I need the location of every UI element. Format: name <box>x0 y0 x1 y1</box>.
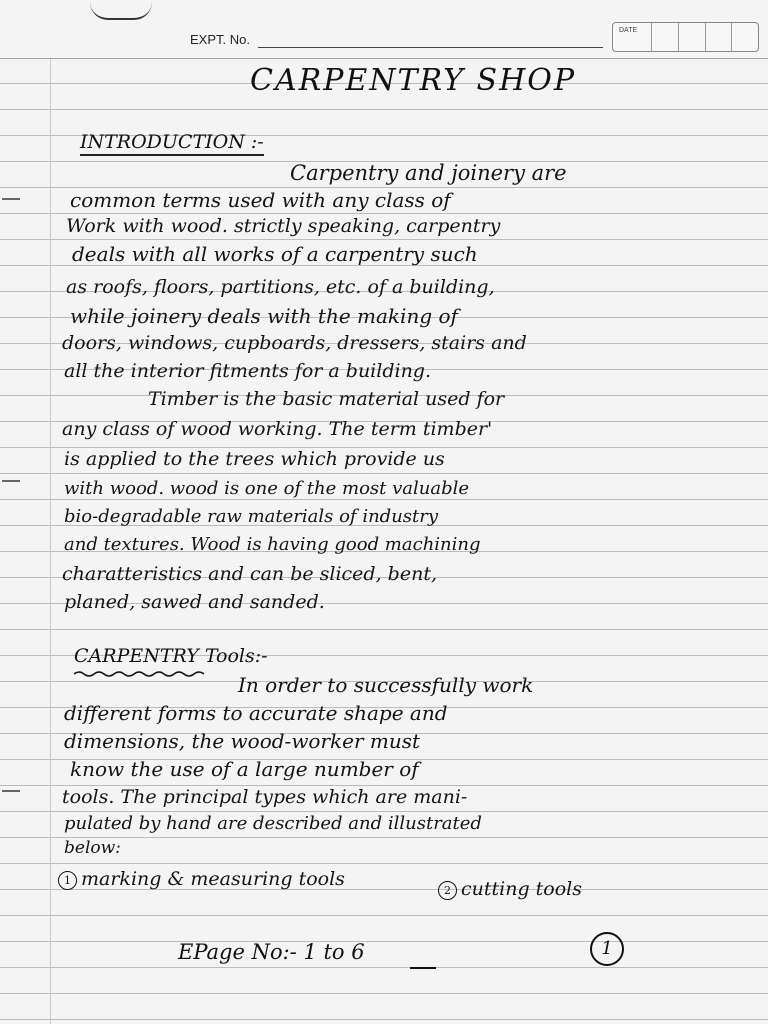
intro-line: any class of wood working. The term timber' <box>62 418 493 440</box>
wavy-underline <box>74 670 204 678</box>
intro-line: planed, sawed and sanded. <box>64 591 325 613</box>
intro-line: with wood. wood is one of the most valuable <box>64 478 470 499</box>
date-cell <box>705 23 732 51</box>
tool-item-label: marking & measuring tools <box>81 868 345 890</box>
page-header <box>0 0 768 59</box>
intro-line: common terms used with any class of <box>70 188 451 212</box>
page-reference: EPage No:- 1 to 6 <box>178 940 365 964</box>
intro-line: deals with all works of a carpentry such <box>72 242 478 266</box>
expt-no-label: EXPT. No. <box>190 32 250 47</box>
tools-line: different forms to accurate shape and <box>64 701 448 725</box>
intro-line: all the interior fitments for a building. <box>64 360 432 382</box>
punch-mark <box>2 790 20 792</box>
footer-mark <box>410 967 436 969</box>
tools-line: know the use of a large number of <box>70 757 419 781</box>
punch-mark <box>2 480 20 482</box>
tool-item-label: cutting tools <box>461 878 583 900</box>
notebook-logo <box>90 2 152 20</box>
tool-item-cutting <box>438 880 582 900</box>
intro-line: Carpentry and joinery are <box>290 161 567 185</box>
tools-line: In order to successfully work <box>238 673 534 697</box>
tool-item-marking <box>58 870 345 890</box>
date-cell <box>678 23 705 51</box>
date-label: DATE <box>619 27 638 34</box>
intro-line: and textures. Wood is having good machining <box>64 534 481 555</box>
intro-line: is applied to the trees which provide us <box>64 448 445 470</box>
tools-heading: CARPENTRY Tools:- <box>74 645 268 667</box>
page-number: 1 <box>590 932 624 966</box>
expt-no-line <box>258 47 603 48</box>
margin-line <box>50 0 51 1024</box>
intro-line: as roofs, floors, partitions, etc. of a building, <box>66 276 495 298</box>
tools-line: tools. The principal types which are mani- <box>62 786 468 808</box>
tools-line: dimensions, the wood-worker must <box>64 729 421 753</box>
date-cell <box>731 23 758 51</box>
tools-line: below: <box>64 838 121 858</box>
item-number-circle: 1 <box>58 871 77 890</box>
intro-line: while joinery deals with the making of <box>70 304 458 328</box>
intro-line: Timber is the basic material used for <box>148 388 505 410</box>
item-number-circle: 2 <box>438 881 457 900</box>
punch-mark <box>2 198 20 200</box>
intro-line: Work with wood. strictly speaking, carpentry <box>66 215 501 237</box>
date-box <box>612 22 759 52</box>
page-title: CARPENTRY SHOP <box>250 63 577 98</box>
intro-line: bio-degradable raw materials of industry <box>64 506 439 527</box>
intro-line: charatteristics and can be sliced, bent, <box>62 563 437 585</box>
tools-line: pulated by hand are described and illustrated <box>64 813 482 834</box>
intro-line: doors, windows, cupboards, dressers, stairs and <box>62 332 527 354</box>
date-cell <box>651 23 678 51</box>
introduction-heading: INTRODUCTION :- <box>80 131 264 156</box>
